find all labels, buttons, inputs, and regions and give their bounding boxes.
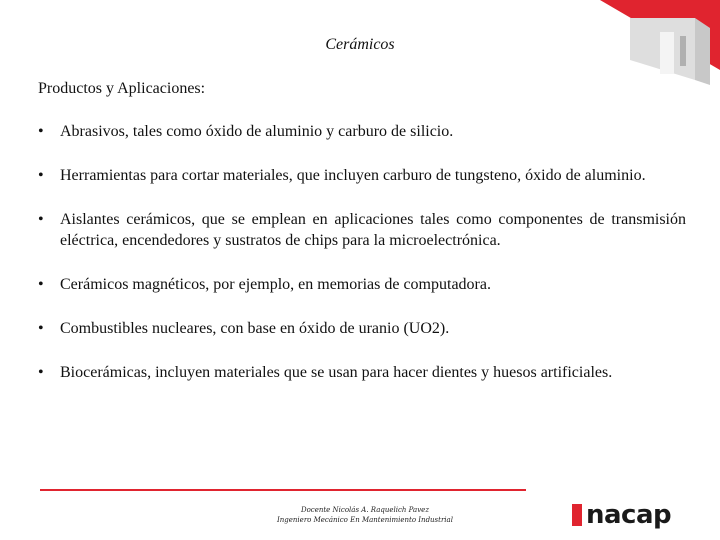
bullet-marker: • — [38, 276, 44, 293]
bullet-marker: • — [38, 167, 44, 184]
list-item-text: Herramientas para cortar materiales, que incluyen carburo de tungsteno, óxido de aluminio. — [60, 167, 646, 184]
list-item — [38, 209, 686, 251]
bullet-marker: • — [38, 320, 44, 337]
bullet-marker: • — [38, 211, 44, 228]
list-item — [38, 165, 686, 186]
list-item-text: Combustibles nucleares, con base en óxido de uranio (UO2). — [60, 320, 450, 337]
inacap-logo — [572, 498, 671, 532]
list-item — [38, 274, 686, 295]
list-item-text: Abrasivos, tales como óxido de aluminio y carburo de silicio. — [60, 123, 454, 140]
slide-title: Cerámicos — [325, 36, 395, 53]
bullet-list — [38, 121, 686, 406]
list-item — [38, 318, 686, 339]
credit-name: Docente Nicolás A. Raquelich Pavez — [300, 506, 430, 514]
logo-text: nacap — [586, 500, 672, 530]
list-item-text: Cerámicos magnéticos, por ejemplo, en memorias de computadora. — [60, 276, 491, 293]
list-item-text: Biocerámicas, incluyen materiales que se usan para hacer dientes y huesos artificiales. — [60, 364, 613, 381]
list-item — [38, 121, 686, 142]
footer-divider — [40, 489, 526, 491]
list-item — [38, 362, 686, 383]
bullet-marker: • — [38, 364, 44, 381]
bullet-marker: • — [38, 123, 44, 140]
list-item-text: Aislantes cerámicos, que se emplean en aplicaciones tales como componentes de transmisión eléctrica, encendedores y sustratos de chips para la microelectrónica. — [60, 211, 686, 249]
logo-mark-icon — [572, 504, 582, 526]
footer-credit — [220, 505, 510, 525]
credit-title: Ingeniero Mecánico En Mantenimiento Industrial — [277, 516, 453, 524]
corner-decoration — [600, 0, 720, 130]
section-heading: Productos y Aplicaciones: — [38, 80, 206, 97]
